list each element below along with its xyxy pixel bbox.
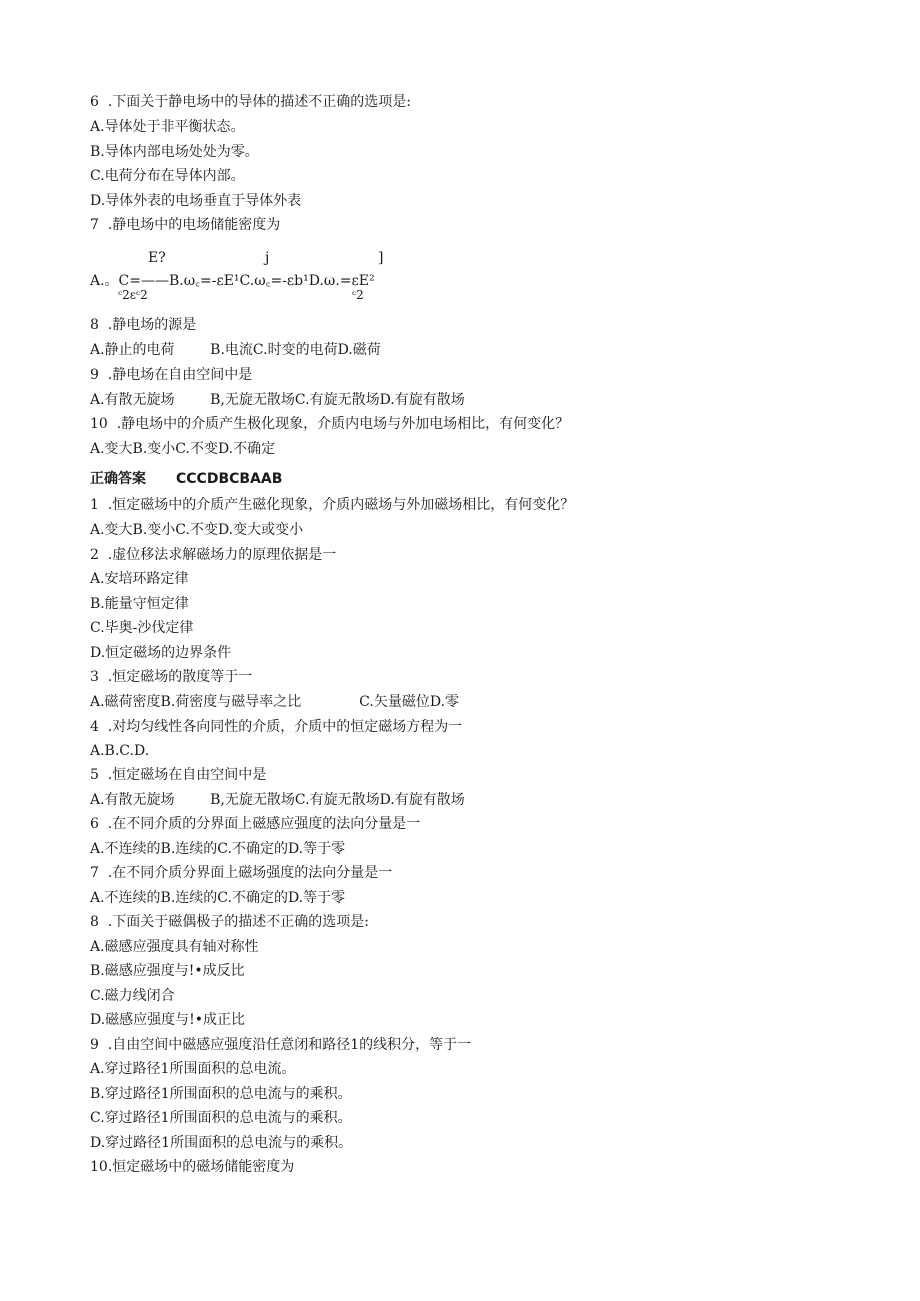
option-text: A.安培环路定律 <box>90 571 189 587</box>
question-text: 8 .下面关于磁偶极子的描述不正确的选项是: <box>90 914 369 930</box>
question-text: 7 .在不同介质分界面上磁场强度的法向分量是一 <box>90 865 393 881</box>
formula-denominator: ᶜ2 <box>352 288 364 302</box>
question-text: 1 .恒定磁场中的介质产生磁化现象，介质内磁场与外加磁场相比，有何变化？ <box>90 497 575 513</box>
option-text: A.变大B.变小C.不变D.不确定 <box>90 441 276 457</box>
option-text: C.电荷分布在导体内部。 <box>90 168 245 184</box>
formula-superscript: j <box>265 250 270 266</box>
option-text: B.导体内部电场处处为零。 <box>90 144 259 160</box>
formula-numerator: E? <box>148 250 166 266</box>
option-text: C.磁力线闭合 <box>90 988 175 1004</box>
option-text: C.穿过路径1所围面积的总电流与的乘积。 <box>90 1110 352 1126</box>
question-text: 6 .下面关于静电场中的导体的描述不正确的选项是: <box>90 94 411 110</box>
option-text: B.穿过路径1所围面积的总电流与的乘积。 <box>90 1086 352 1102</box>
option-text: A.磁荷密度B.荷密度与磁导率之比 C.矢量磁位D.零 <box>90 694 459 710</box>
option-text: D.恒定磁场的边界条件 <box>90 645 232 661</box>
option-text: A.穿过路径1所围面积的总电流。 <box>90 1061 296 1077</box>
option-text: D.穿过路径1所围面积的总电流与的乘积。 <box>90 1135 353 1151</box>
question-text: 9 .自由空间中磁感应强度沿任意闭和路径1的线积分，等于一 <box>90 1037 472 1053</box>
option-text: D.导体外表的电场垂直于导体外表 <box>90 193 302 209</box>
formula-denominator: ᶜ2εᶜ2 <box>118 288 148 302</box>
option-text: A.B.C.D. <box>90 743 150 759</box>
option-text: A.不连续的B.连续的C.不确定的D.等于零 <box>90 841 346 857</box>
question-text: 7 .静电场中的电场储能密度为 <box>90 217 281 233</box>
option-text: A.有散无旋场 B,无旋无散场C.有旋无散场D.有旋有散场 <box>90 792 465 808</box>
question-text: 9 .静电场在自由空间中是 <box>90 367 253 383</box>
question-text: 6 .在不同介质的分界面上磁感应强度的法向分量是一 <box>90 816 421 832</box>
question-text: 2 .虚位移法求解磁场力的原理依据是一 <box>90 547 337 563</box>
option-text: A.静止的电荷 B.电流C.时变的电荷D.磁荷 <box>90 342 381 358</box>
option-text: B.能量守恒定律 <box>90 596 189 612</box>
answer-key: CCCDBCBAAB <box>176 471 283 487</box>
option-text: B.磁感应强度与!•成反比 <box>90 963 245 979</box>
question-text: 5 .恒定磁场在自由空间中是 <box>90 767 267 783</box>
answer-line <box>90 467 282 491</box>
option-text: D.磁感应强度与!•成正比 <box>90 1012 246 1028</box>
question-text: 10.恒定磁场中的磁场储能密度为 <box>90 1159 295 1175</box>
question-text: 10 .静电场中的介质产生极化现象，介质内电场与外加电场相比，有何变化？ <box>90 416 570 432</box>
formula-bracket: ] <box>378 250 384 266</box>
answer-label: 正确答案 <box>90 471 146 487</box>
option-text: C.毕奥-沙伐定律 <box>90 620 194 636</box>
option-text: A.变大B.变小C.不变D.变大或变小 <box>90 522 304 538</box>
option-text: A.不连续的B.连续的C.不确定的D.等于零 <box>90 890 346 906</box>
question-text: 4 .对均匀线性各向同性的介质，介质中的恒定磁场方程为一 <box>90 719 463 735</box>
option-text: A.导体处于非平衡状态。 <box>90 119 245 135</box>
formula-options: A.。C=——B.ω꜀=-εE¹C.ω꜀=-εb¹D.ω.=εE² <box>90 273 375 289</box>
option-text: A.磁感应强度具有轴对称性 <box>90 939 259 955</box>
question-text: 8 .静电场的源是 <box>90 317 197 333</box>
option-text: A.有散无旋场 B,无旋无散场C.有旋无散场D.有旋有散场 <box>90 392 465 408</box>
question-text: 3 .恒定磁场的散度等于一 <box>90 669 253 685</box>
